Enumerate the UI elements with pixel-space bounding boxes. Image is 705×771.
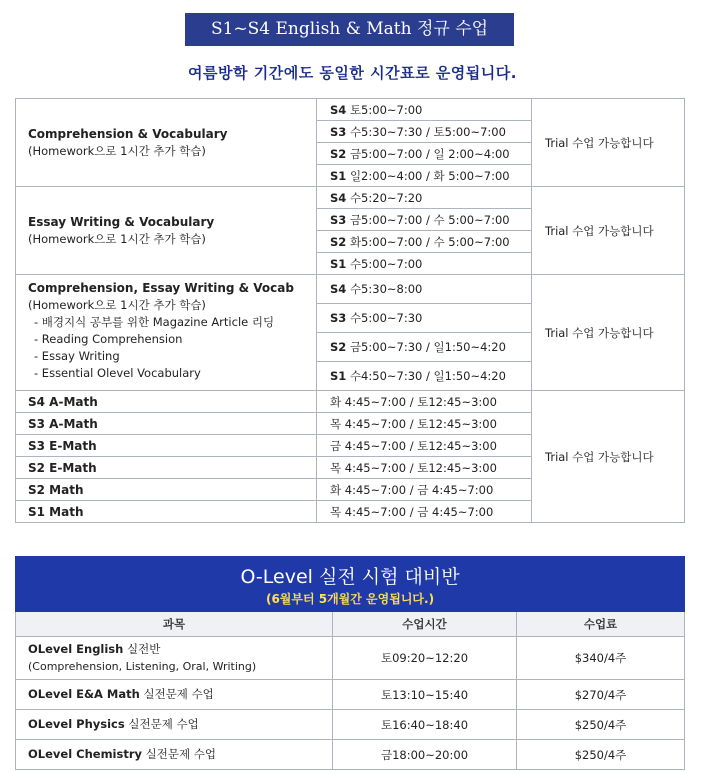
trial-note: Trial 수업 가능합니다 [532,275,685,391]
table-row [16,740,685,770]
page-title: S1~S4 English & Math 정규 수업 [185,13,514,46]
class-fee: $340/4주 [517,637,685,680]
olevel-title: O-Level 실전 시험 대비반 [240,566,460,588]
course-note: (Homework으로 1시간 추가 학습) [28,231,206,246]
subject-suffix: 실전반 [123,642,161,656]
column-header-time: 수업시간 [333,612,517,637]
table-row [16,710,685,740]
math-schedule-time: 금 4:45~7:00 / 토12:45~3:00 [317,435,532,457]
schedule-cell [317,121,532,143]
schedule-time: 수5:30~8:00 [349,282,423,296]
olevel-header-row [16,557,685,612]
schedule-time: 화5:00~7:00 / 수 5:00~7:00 [349,234,510,249]
schedule-time: 금5:00~7:30 / 일1:50~4:20 [349,340,506,354]
course-cell [16,187,317,275]
schedule-cell [317,231,532,253]
column-header-row [16,612,685,637]
subject-cell [16,740,333,770]
subject-name: OLevel E&A Math [28,687,140,701]
schedule-time: 수5:30~7:30 / 토5:00~7:00 [349,124,506,139]
class-time: 금18:00~20:00 [333,740,517,770]
level-label: S4 [330,190,347,205]
math-schedule-time: 목 4:45~7:00 / 금 4:45~7:00 [317,501,532,523]
class-time: 토16:40~18:40 [333,710,517,740]
subject-cell [16,680,333,710]
schedule-cell [317,165,532,187]
subject-suffix: 실전문제 수업 [139,687,214,701]
course-detail: - Essay Writing [34,349,120,363]
math-schedule-time: 목 4:45~7:00 / 토12:45~3:00 [317,457,532,479]
math-course-name: S3 A-Math [16,413,317,435]
olevel-header [16,557,685,612]
math-course-name: S2 Math [16,479,317,501]
column-header-subject: 과목 [16,612,333,637]
level-label: S1 [330,256,347,271]
schedule-cell [317,362,532,391]
course-cell [16,275,317,391]
course-detail: - Reading Comprehension [34,332,183,346]
trial-note: Trial 수업 가능합니다 [532,99,685,187]
subject-suffix: 실전문제 수업 [124,717,199,731]
schedule-time: 수5:00~7:30 [349,311,423,325]
schedule-time: 수5:00~7:00 [349,256,423,271]
schedule-cell [317,304,532,333]
level-label: S1 [330,168,347,183]
level-label: S3 [330,212,347,227]
table-row [16,99,685,121]
subject-name: OLevel Chemistry [28,747,143,761]
olevel-subtitle: (6월부터 5개월간 운영됩니다.) [265,592,435,606]
level-label: S3 [330,311,347,325]
subject-cell [16,637,333,680]
schedule-time: 토5:00~7:00 [349,102,423,117]
schedule-time: 수5:20~7:20 [349,190,423,205]
course-name: Essay Writing & Vocabulary [28,214,215,229]
math-schedule-time: 목 4:45~7:00 / 토12:45~3:00 [317,413,532,435]
column-header-fee: 수업료 [517,612,685,637]
course-detail: - Essential Olevel Vocabulary [34,366,201,380]
table-row [16,187,685,209]
math-course-name: S4 A-Math [16,391,317,413]
level-label: S3 [330,124,347,139]
subject-name: OLevel Physics [28,717,125,731]
schedule-time: 수4:50~7:30 / 일1:50~4:20 [349,369,506,383]
class-time: 토13:10~15:40 [333,680,517,710]
subject-cell [16,710,333,740]
table-row [16,275,685,304]
subject-name: OLevel English [28,642,124,656]
schedule-time: 금5:00~7:00 / 일 2:00~4:00 [349,146,510,161]
class-time: 토09:20~12:20 [333,637,517,680]
level-label: S2 [330,340,347,354]
level-label: S1 [330,369,347,383]
schedule-cell [317,99,532,121]
regular-schedule-table [15,98,685,523]
math-schedule-time: 화 4:45~7:00 / 금 4:45~7:00 [317,479,532,501]
course-note: (Homework으로 1시간 추가 학습) [28,298,206,312]
schedule-cell [317,209,532,231]
schedule-time: 금5:00~7:00 / 수 5:00~7:00 [349,212,510,227]
schedule-cell [317,275,532,304]
table-row [16,391,685,413]
math-schedule-time: 화 4:45~7:00 / 토12:45~3:00 [317,391,532,413]
schedule-cell [317,333,532,362]
class-fee: $270/4주 [517,680,685,710]
course-detail: - 배경지식 공부를 위한 Magazine Article 리딩 [34,315,275,329]
level-label: S2 [330,234,347,249]
schedule-cell [317,143,532,165]
page-subtitle: 여름방학 기간에도 동일한 시간표로 운영됩니다. [188,64,517,82]
course-name: Comprehension, Essay Writing & Vocab [28,281,294,295]
math-course-name: S3 E-Math [16,435,317,457]
subject-suffix: 실전문제 수업 [142,747,216,761]
trial-note: Trial 수업 가능합니다 [532,187,685,275]
trial-note: Trial 수업 가능합니다 [532,391,685,523]
level-label: S4 [330,282,347,296]
schedule-cell [317,187,532,209]
subject-sub: (Comprehension, Listening, Oral, Writing) [28,660,257,673]
class-fee: $250/4주 [517,740,685,770]
course-cell [16,99,317,187]
math-course-name: S2 E-Math [16,457,317,479]
course-name: Comprehension & Vocabulary [28,126,228,141]
schedule-time: 일2:00~4:00 / 화 5:00~7:00 [349,168,510,183]
table-row [16,637,685,680]
math-course-name: S1 Math [16,501,317,523]
level-label: S4 [330,102,347,117]
schedule-cell [317,253,532,275]
course-note: (Homework으로 1시간 추가 학습) [28,143,206,158]
table-row [16,680,685,710]
level-label: S2 [330,146,347,161]
olevel-table [15,556,685,770]
class-fee: $250/4주 [517,710,685,740]
